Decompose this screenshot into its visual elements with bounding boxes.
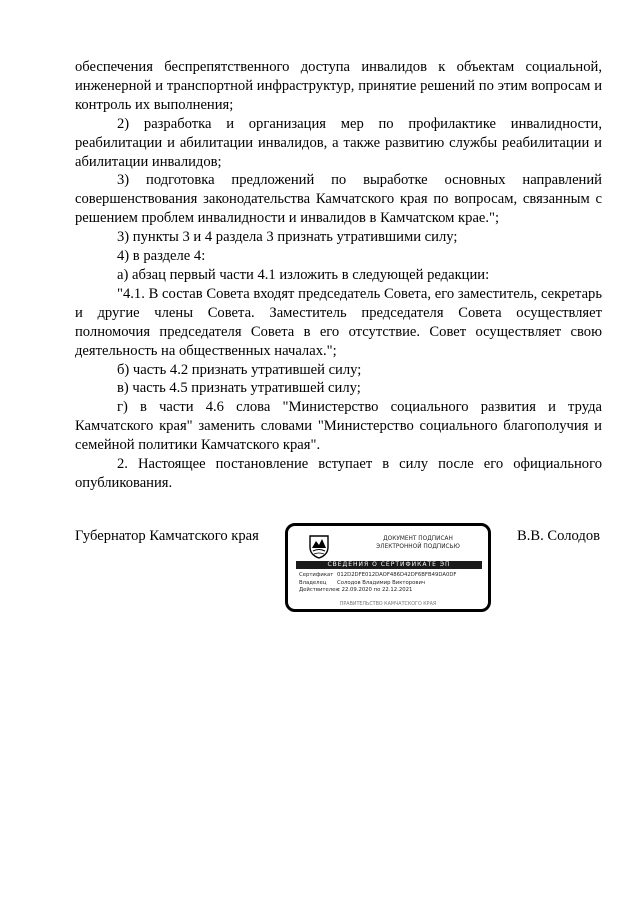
stamp-title-line: ДОКУМЕНТ ПОДПИСАН bbox=[383, 536, 453, 542]
signatory-name: В.В. Солодов bbox=[517, 528, 601, 544]
paragraph: 3) подготовка предложений по выработке основных направлений совершенствования законодательства Камчатского края по вопросам, связанным с решением проблем инвалидности и инвалидов в Камчатском крае."; bbox=[75, 172, 602, 227]
stamp-title bbox=[358, 536, 478, 551]
paragraph: а) абзац первый части 4.1 изложить в следующей редакции: bbox=[117, 266, 490, 283]
signatory-position: Губернатор Камчатского края bbox=[75, 528, 259, 544]
stamp-row-label: Владелец bbox=[299, 579, 327, 586]
stamp-row-value: Солодов Владимир Викторович bbox=[337, 579, 426, 586]
paragraph: 3) пункты 3 и 4 раздела 3 признать утратившими силу; bbox=[117, 229, 458, 246]
paragraph: г) в части 4.6 слова "Министерство социального развития и труда Камчатского края" заменить словами "Министерство социального благополучия и семейной политики Камчатского края". bbox=[75, 399, 602, 454]
paragraph: "4.1. В состав Совета входят председатель Совета, его заместитель, секретарь и другие члены Совета. Заместитель председателя Совета осуществляет полномочия председателя Совета в его отсутствие. Совет осуществляет свою деятельность на общественных началах."; bbox=[75, 285, 602, 359]
paragraph: в) часть 4.5 признать утратившей силу; bbox=[117, 380, 361, 397]
stamp-details bbox=[299, 572, 456, 595]
camchatka-coat-of-arms-icon bbox=[308, 533, 330, 559]
stamp-row-value: 012D2DFE012DAOF486D42DF6BFB49DA0DF bbox=[337, 572, 457, 578]
stamp-row-label: Сертификат bbox=[299, 572, 334, 578]
stamp-footer: ПРАВИТЕЛЬСТВО КАМЧАТСКОГО КРАЯ bbox=[339, 602, 437, 607]
document-body bbox=[75, 58, 602, 493]
paragraph: б) часть 4.2 признать утратившей силу; bbox=[117, 361, 362, 378]
paragraph: 2) разработка и организация мер по профилактике инвалидности, реабилитации и абилитации инвалидов, а также развитию службы реабилитации и абилитации инвалидов; bbox=[75, 115, 602, 170]
stamp-title-line: ЭЛЕКТРОННОЙ ПОДПИСЬЮ bbox=[376, 543, 460, 550]
paragraph: обеспечения беспрепятственного доступа инвалидов к объектам социальной, инженерной и транспортной инфраструктур, принятие решений по этим вопросам и контроль их выполнения; bbox=[75, 59, 602, 113]
electronic-signature-stamp bbox=[285, 523, 491, 612]
stamp-row-certificate bbox=[299, 572, 456, 580]
stamp-certificate-header: СВЕДЕНИЯ О СЕРТИФИКАТЕ ЭП bbox=[296, 561, 482, 569]
paragraph: 2. Настоящее постановление вступает в силу после его официального опубликования. bbox=[75, 456, 602, 491]
stamp-row-validity bbox=[299, 587, 456, 595]
stamp-row-value: с 22.09.2020 по 22.12.2021 bbox=[337, 587, 413, 594]
stamp-row-label: Действителен bbox=[299, 587, 339, 594]
paragraph: 4) в разделе 4: bbox=[117, 248, 206, 265]
